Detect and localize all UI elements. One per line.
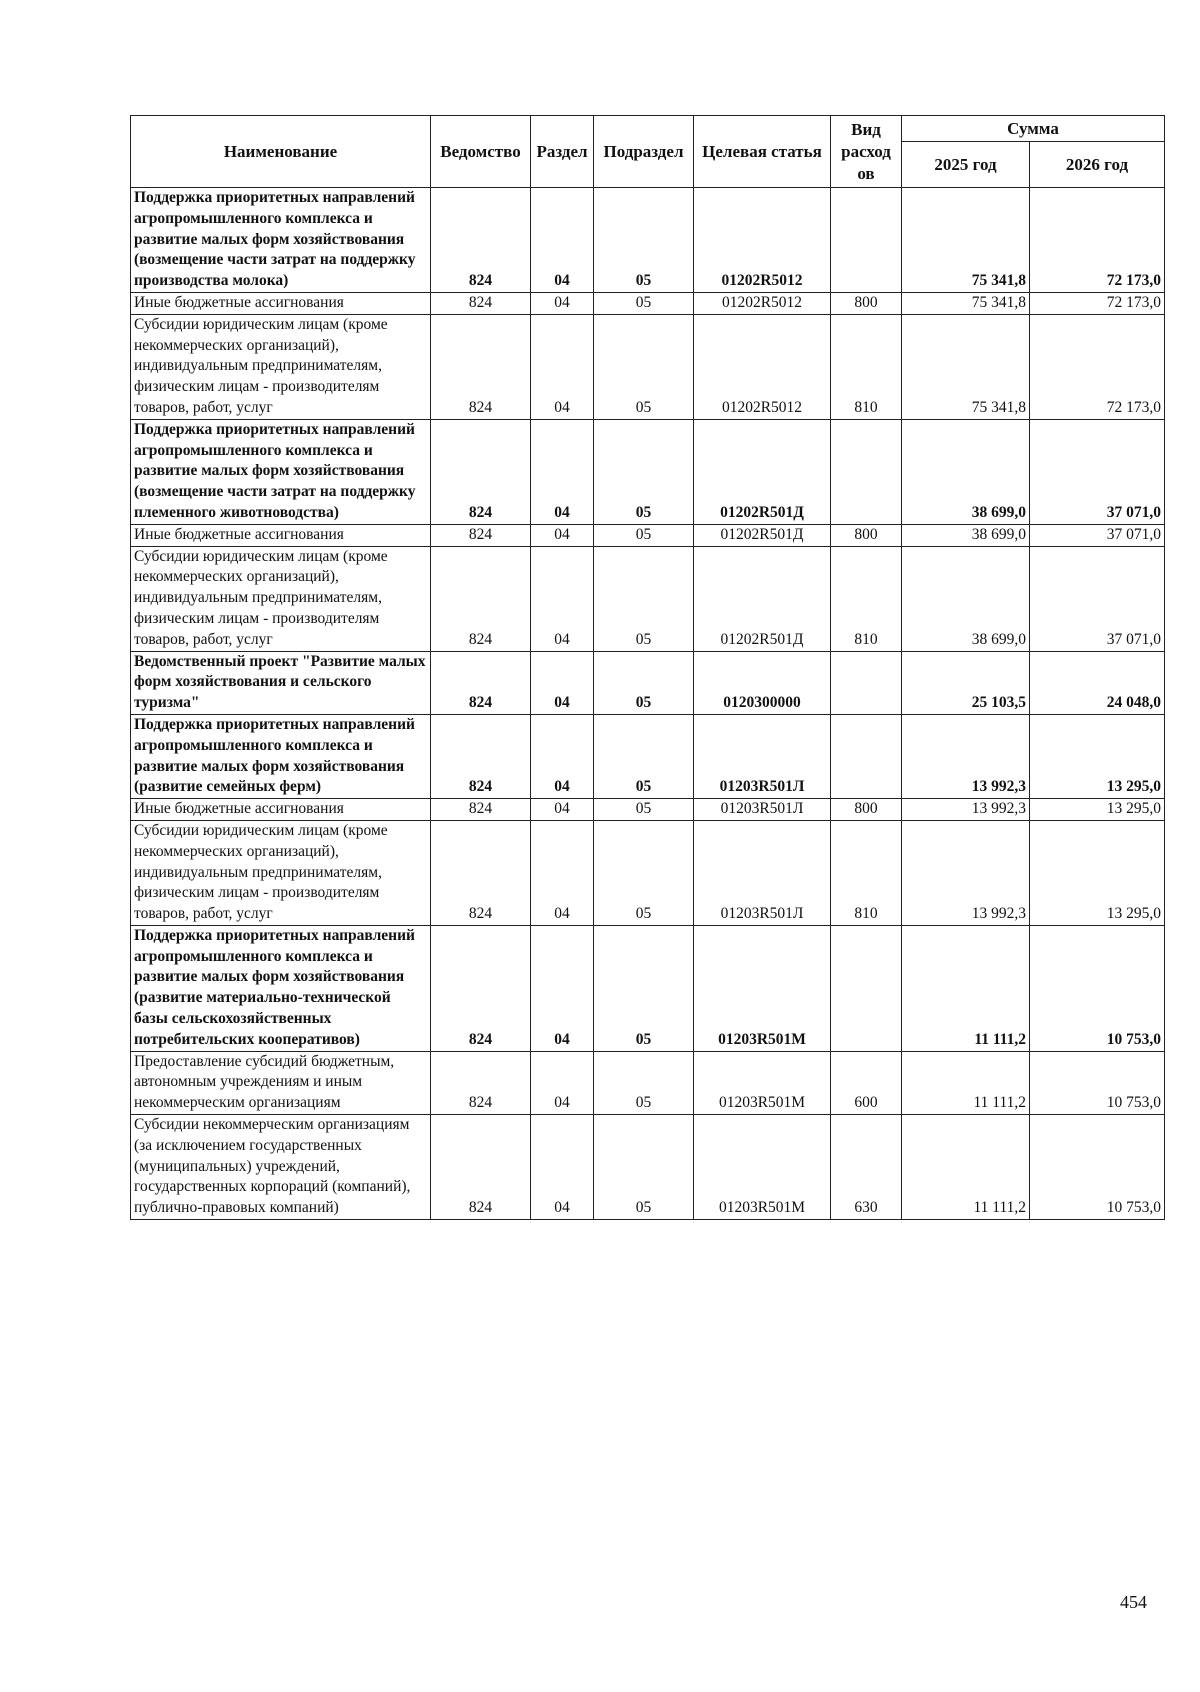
- row-razdel: 04: [531, 546, 594, 651]
- row-sum-2026: 13 295,0: [1030, 820, 1165, 925]
- row-sum-2026: 72 173,0: [1030, 292, 1165, 314]
- row-vedomstvo: 824: [431, 1051, 531, 1114]
- row-target: 01203R501М: [694, 1115, 831, 1220]
- row-sum-2026: 10 753,0: [1030, 1115, 1165, 1220]
- row-podrazdel: 05: [594, 524, 694, 546]
- row-razdel: 04: [531, 1115, 594, 1220]
- table-row: [131, 314, 1165, 419]
- row-expense-type: 800: [831, 524, 902, 546]
- table-body: [131, 188, 1165, 1220]
- row-name: Поддержка приоритетных направлений агропромышленного комплекса и развитие малых форм хозяйствования (возмещение части затрат на поддержку племенного животноводства): [131, 419, 431, 524]
- row-vedomstvo: 824: [431, 1115, 531, 1220]
- row-expense-type: 800: [831, 799, 902, 821]
- row-sum-2025: 38 699,0: [902, 524, 1030, 546]
- row-target: 01203R501Л: [694, 820, 831, 925]
- row-expense-type: 810: [831, 546, 902, 651]
- row-podrazdel: 05: [594, 714, 694, 798]
- row-podrazdel: 05: [594, 925, 694, 1051]
- row-sum-2025: 75 341,8: [902, 314, 1030, 419]
- table-row: [131, 651, 1165, 714]
- row-sum-2026: 10 753,0: [1030, 925, 1165, 1051]
- row-name: Поддержка приоритетных направлений агропромышленного комплекса и развитие малых форм хозяйствования (развитие материально-технической базы сельскохозяйственных потребительских кооперативов): [131, 925, 431, 1051]
- row-sum-2026: 13 295,0: [1030, 714, 1165, 798]
- row-podrazdel: 05: [594, 1051, 694, 1114]
- row-razdel: 04: [531, 524, 594, 546]
- row-razdel: 04: [531, 651, 594, 714]
- row-podrazdel: 05: [594, 419, 694, 524]
- table-row: [131, 546, 1165, 651]
- row-podrazdel: 05: [594, 799, 694, 821]
- header-razdel: Раздел: [531, 116, 594, 188]
- row-podrazdel: 05: [594, 314, 694, 419]
- row-vedomstvo: 824: [431, 925, 531, 1051]
- row-name: Субсидии некоммерческим организациям (за исключением государственных (муниципальных) учреждений, государственных корпораций (компаний), публично-правовых компаний): [131, 1115, 431, 1220]
- row-razdel: 04: [531, 314, 594, 419]
- row-podrazdel: 05: [594, 188, 694, 293]
- row-sum-2025: 11 111,2: [902, 925, 1030, 1051]
- row-target: 0120300000: [694, 651, 831, 714]
- row-razdel: 04: [531, 820, 594, 925]
- row-vedomstvo: 824: [431, 524, 531, 546]
- row-name: Иные бюджетные ассигнования: [131, 799, 431, 821]
- row-name: Субсидии юридическим лицам (кроме некоммерческих организаций), индивидуальным предпринимателям, физическим лицам - производителям товаров, работ, услуг: [131, 820, 431, 925]
- row-sum-2026: 37 071,0: [1030, 546, 1165, 651]
- row-name: Субсидии юридическим лицам (кроме некоммерческих организаций), индивидуальным предпринимателям, физическим лицам - производителям товаров, работ, услуг: [131, 546, 431, 651]
- row-name: Иные бюджетные ассигнования: [131, 524, 431, 546]
- row-sum-2026: 37 071,0: [1030, 524, 1165, 546]
- row-expense-type: 630: [831, 1115, 902, 1220]
- row-target: 01202R5012: [694, 314, 831, 419]
- table-row: [131, 925, 1165, 1051]
- header-sum: Сумма: [902, 116, 1165, 142]
- row-razdel: 04: [531, 1051, 594, 1114]
- row-razdel: 04: [531, 188, 594, 293]
- row-sum-2026: 37 071,0: [1030, 419, 1165, 524]
- row-expense-type: 800: [831, 292, 902, 314]
- row-name: Ведомственный проект "Развитие малых форм хозяйствования и сельского туризма": [131, 651, 431, 714]
- header-target: Целевая статья: [694, 116, 831, 188]
- row-target: 01202R501Д: [694, 524, 831, 546]
- row-name: Предоставление субсидий бюджетным, автономным учреждениям и иным некоммерческим организациям: [131, 1051, 431, 1114]
- row-sum-2026: 24 048,0: [1030, 651, 1165, 714]
- row-expense-type: [831, 188, 902, 293]
- row-vedomstvo: 824: [431, 820, 531, 925]
- header-podrazdel: Подраздел: [594, 116, 694, 188]
- row-sum-2025: 38 699,0: [902, 546, 1030, 651]
- row-vedomstvo: 824: [431, 651, 531, 714]
- budget-table: [130, 115, 1165, 1220]
- row-podrazdel: 05: [594, 292, 694, 314]
- header-vedomstvo: Ведомство: [431, 116, 531, 188]
- row-expense-type: [831, 651, 902, 714]
- row-sum-2026: 10 753,0: [1030, 1051, 1165, 1114]
- row-sum-2025: 11 111,2: [902, 1115, 1030, 1220]
- row-sum-2025: 25 103,5: [902, 651, 1030, 714]
- table-row: [131, 524, 1165, 546]
- row-expense-type: 810: [831, 314, 902, 419]
- row-target: 01202R5012: [694, 188, 831, 293]
- table-row: [131, 292, 1165, 314]
- row-sum-2026: 72 173,0: [1030, 188, 1165, 293]
- row-razdel: 04: [531, 292, 594, 314]
- row-vedomstvo: 824: [431, 314, 531, 419]
- row-name: Субсидии юридическим лицам (кроме некоммерческих организаций), индивидуальным предпринимателям, физическим лицам - производителям товаров, работ, услуг: [131, 314, 431, 419]
- row-sum-2025: 75 341,8: [902, 292, 1030, 314]
- table-row: [131, 714, 1165, 798]
- table-row: [131, 820, 1165, 925]
- row-expense-type: [831, 419, 902, 524]
- row-vedomstvo: 824: [431, 799, 531, 821]
- row-razdel: 04: [531, 419, 594, 524]
- row-razdel: 04: [531, 925, 594, 1051]
- row-sum-2025: 13 992,3: [902, 714, 1030, 798]
- row-target: 01203R501М: [694, 925, 831, 1051]
- row-vedomstvo: 824: [431, 714, 531, 798]
- row-podrazdel: 05: [594, 546, 694, 651]
- row-target: 01203R501М: [694, 1051, 831, 1114]
- table-row: [131, 1115, 1165, 1220]
- row-sum-2026: 72 173,0: [1030, 314, 1165, 419]
- row-sum-2025: 13 992,3: [902, 820, 1030, 925]
- row-podrazdel: 05: [594, 651, 694, 714]
- row-expense-type: [831, 714, 902, 798]
- header-2025: 2025 год: [902, 142, 1030, 188]
- row-name: Поддержка приоритетных направлений агропромышленного комплекса и развитие малых форм хозяйствования (возмещение части затрат на поддержку производства молока): [131, 188, 431, 293]
- row-sum-2025: 75 341,8: [902, 188, 1030, 293]
- row-vedomstvo: 824: [431, 546, 531, 651]
- row-name: Иные бюджетные ассигнования: [131, 292, 431, 314]
- header-name: Наименование: [131, 116, 431, 188]
- row-razdel: 04: [531, 799, 594, 821]
- table-row: [131, 1051, 1165, 1114]
- table-row: [131, 188, 1165, 293]
- row-expense-type: [831, 925, 902, 1051]
- table-row: [131, 419, 1165, 524]
- row-target: 01203R501Л: [694, 799, 831, 821]
- row-sum-2025: 38 699,0: [902, 419, 1030, 524]
- row-vedomstvo: 824: [431, 188, 531, 293]
- row-vedomstvo: 824: [431, 292, 531, 314]
- row-expense-type: 810: [831, 820, 902, 925]
- row-name: Поддержка приоритетных направлений агропромышленного комплекса и развитие малых форм хозяйствования (развитие семейных ферм): [131, 714, 431, 798]
- row-target: 01202R501Д: [694, 419, 831, 524]
- row-vedomstvo: 824: [431, 419, 531, 524]
- row-razdel: 04: [531, 714, 594, 798]
- table-header: [131, 116, 1165, 188]
- table-row: [131, 799, 1165, 821]
- header-expense-type: Вид расход ов: [831, 116, 902, 188]
- header-2026: 2026 год: [1030, 142, 1165, 188]
- row-expense-type: 600: [831, 1051, 902, 1114]
- page-number: 454: [1120, 1592, 1147, 1612]
- row-target: 01203R501Л: [694, 714, 831, 798]
- row-sum-2025: 11 111,2: [902, 1051, 1030, 1114]
- row-podrazdel: 05: [594, 1115, 694, 1220]
- row-sum-2026: 13 295,0: [1030, 799, 1165, 821]
- row-podrazdel: 05: [594, 820, 694, 925]
- row-sum-2025: 13 992,3: [902, 799, 1030, 821]
- row-target: 01202R5012: [694, 292, 831, 314]
- row-target: 01202R501Д: [694, 546, 831, 651]
